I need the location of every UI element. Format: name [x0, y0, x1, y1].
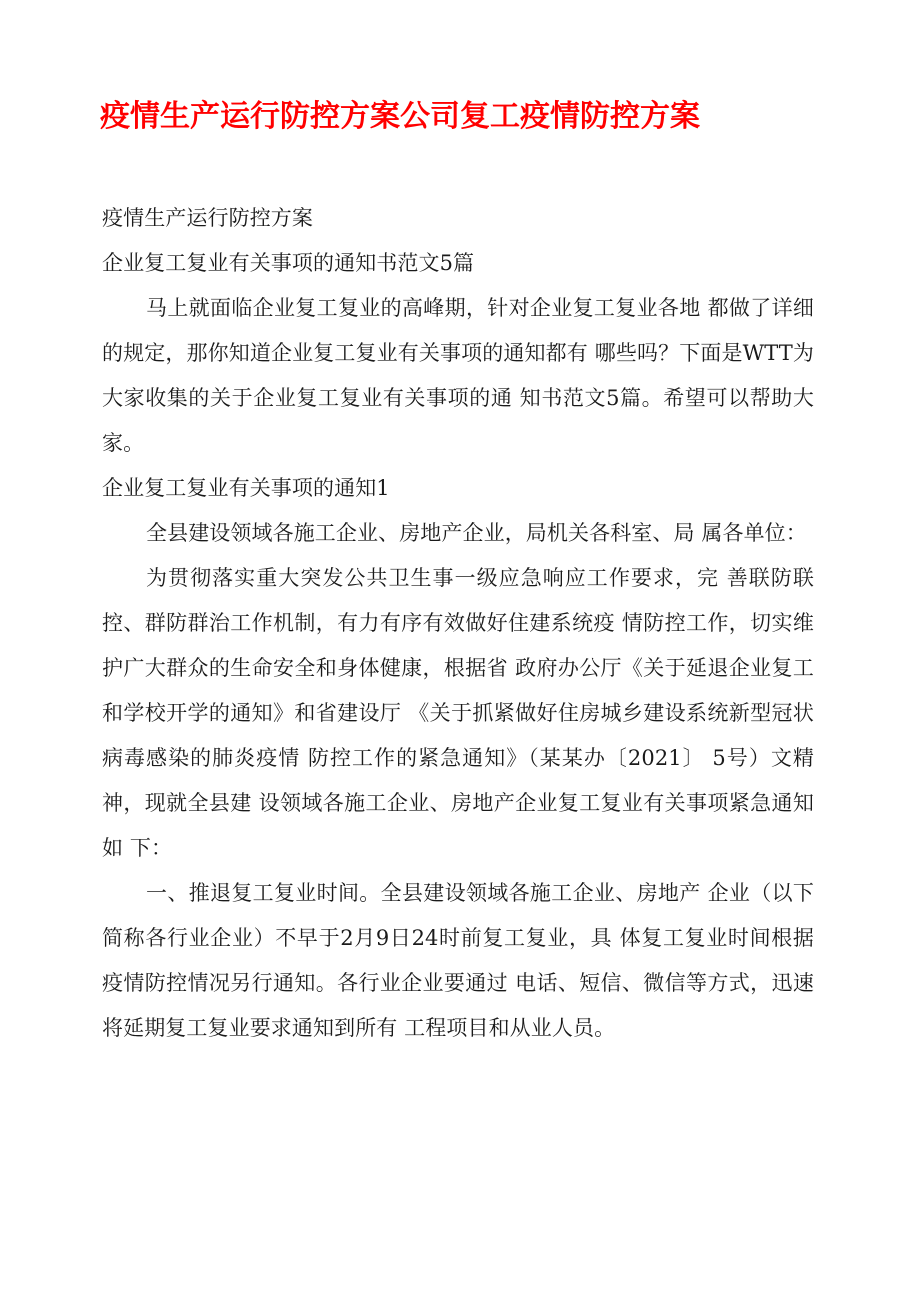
paragraph: 马上就面临企业复工复业的高峰期，针对企业复工复业各地 都做了详细的规定，那你知道企业复工复业有关事项的通知都有 哪些吗？下面是WTT为大家收集的关于企业复工复业有关事项的通 知书范文5篇。希望可以帮助大家。 — [102, 296, 814, 455]
paragraph: 企业复工复业有关事项的通知书范文5篇 — [102, 251, 475, 275]
paragraph: 疫情生产运行防控方案 — [102, 206, 313, 230]
paragraph: 全县建设领域各施工企业、房地产企业，局机关各科室、局 属各单位： — [146, 521, 807, 545]
paragraph: 为贯彻落实重大突发公共卫生事一级应急响应工作要求，完 善联防联控、群防群治工作机制，有力有序有效做好住建系统疫 情防控工作，切实维护广大群众的生命安全和身体健康，根据省 政府办公厅《关于延退企业复工和学校开学的通知》和省建设厅 《关于抓紧做好住房城乡建设系统新型冠状病毒感染的肺炎疫情 防控工作的紧急通知》（某某办〔2021〕 5号）文精神，现就全县建 设领域各施工企业、房地产企业复工复业有关事项紧急通知如 下： — [102, 566, 814, 860]
document-title: 疫情生产运行防控方案公司复工疫情防控方案 — [100, 99, 700, 134]
document-body — [102, 196, 814, 1051]
paragraph: 一、推退复工复业时间。全县建设领域各施工企业、房地产 企业（以下简称各行业企业）不早于2月9日24时前复工复业，具 体复工复业时间根据疫情防控情况另行通知。各行业企业要通过 电话、短信、微信等方式，迅速将延期复工复业要求通知到所有 工程项目和从业人员。 — [102, 881, 814, 1040]
paragraph: 企业复工复业有关事项的通知1 — [102, 476, 390, 500]
